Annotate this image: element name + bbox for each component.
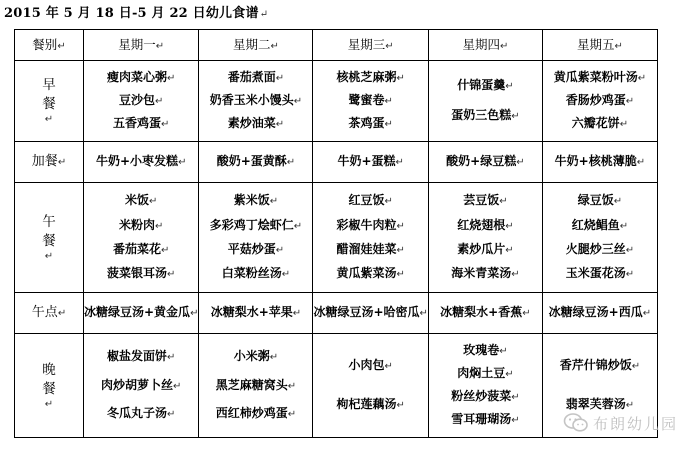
meal-label: 午点 (31, 304, 58, 320)
meal-label-cell: 加餐↵ (15, 142, 84, 183)
menu-item: 核桃芝麻粥↵ (336, 70, 405, 85)
menu-cell (428, 293, 542, 334)
menu-item: 奶香玉米小馒头↵ (209, 93, 303, 108)
menu-cell (428, 61, 542, 142)
menu-item: 香芹什锦炒饭↵ (559, 358, 641, 373)
menu-item: 海米青菜汤↵ (451, 265, 520, 280)
menu-item: 番茄煮面↵ (227, 70, 285, 85)
menu-item: 六瓣花饼↵ (571, 116, 629, 131)
menu-cell (84, 293, 199, 334)
menu-item: 豆沙包↵ (119, 93, 164, 108)
menu-item: 多彩鸡丁烩虾仁↵ (209, 217, 303, 232)
menu-item: 素炒油菜↵ (227, 116, 285, 131)
menu-item: 紫米饭↵ (233, 193, 279, 208)
menu-item: 酸奶+绿豆糕↵ (446, 154, 525, 169)
menu-cell (84, 61, 199, 142)
menu-item: 冬瓜丸子汤↵ (107, 406, 176, 421)
menu-cell (313, 334, 428, 438)
meal-header-cell: 餐别↵ (15, 30, 84, 61)
menu-cell (428, 183, 542, 293)
wechat-logo-icon (563, 412, 589, 434)
menu-item: 番茄菜花↵ (113, 241, 170, 256)
day-header-0: 星期一↵ (84, 30, 199, 61)
menu-item: 肉炒胡萝卜丝↵ (101, 377, 182, 392)
menu-cell (84, 142, 199, 183)
menu-item: 翡翠芙蓉汤↵ (565, 396, 635, 411)
menu-cell (199, 334, 313, 438)
menu-cell (199, 142, 313, 183)
day-header-3: 星期四↵ (428, 30, 542, 61)
menu-cell (542, 183, 657, 293)
menu-cell (542, 61, 657, 142)
menu-item: 肉焖土豆↵ (457, 366, 514, 381)
menu-cell (313, 183, 428, 293)
menu-item: 素炒瓜片↵ (457, 241, 514, 256)
menu-item: 醋溜娃娃菜↵ (336, 241, 405, 256)
menu-item: 红豆饭↵ (348, 193, 393, 208)
menu-item: 酸奶+蛋黄酥↵ (216, 154, 296, 169)
header-row (15, 30, 658, 61)
meal-label: 午餐 (42, 213, 56, 249)
meal-label: 加餐 (31, 153, 58, 169)
meal-label-cell: 晚餐 ↵ (15, 334, 84, 438)
menu-item: 玉米蛋花汤↵ (565, 265, 635, 280)
menu-item: 椒盐发面饼↵ (107, 348, 176, 363)
menu-item: 什锦蛋羹↵ (457, 77, 514, 92)
menu-cell (313, 142, 428, 183)
menu-item: 黑芝麻糖窝头↵ (215, 377, 297, 392)
menu-item: 米饭↵ (125, 193, 158, 208)
menu-item: 蛋奶三色糕↵ (451, 108, 520, 123)
menu-item: 鹭蜜卷↵ (348, 93, 393, 108)
menu-item: 雪耳珊瑚汤↵ (451, 412, 520, 427)
menu-item: 绿豆饭↵ (577, 193, 623, 208)
menu-item: 牛奶+蛋糕↵ (337, 154, 404, 169)
menu-item: 彩椒牛肉粒↵ (336, 217, 405, 232)
meal-row-snack (15, 142, 658, 183)
menu-item: 黄瓜紫菜粉叶汤↵ (553, 70, 647, 85)
menu-cell (542, 293, 657, 334)
menu-item: 瘦肉菜心粥↵ (107, 70, 176, 85)
menu-cell (84, 183, 199, 293)
menu-item: 冰糖梨水+香蕉↵ (440, 305, 531, 320)
meal-label: 晚餐 (42, 361, 56, 397)
menu-item: 枸杞莲藕汤↵ (336, 396, 405, 411)
menu-item: 冰糖绿豆汤+黄金瓜↵ (84, 305, 199, 320)
menu-item: 芸豆饭↵ (463, 193, 508, 208)
menu-item: 香肠炒鸡蛋↵ (565, 93, 635, 108)
menu-item: 白菜粉丝汤↵ (221, 265, 291, 280)
meal-row-dinner (15, 334, 658, 438)
meal-row-breakfast (15, 61, 658, 142)
meal-label-cell: 早餐 ↵ (15, 61, 84, 142)
menu-cell (428, 334, 542, 438)
menu-item: 小肉包↵ (348, 358, 393, 373)
menu-cell (313, 293, 428, 334)
menu-item: 西红柿炒鸡蛋↵ (215, 406, 297, 421)
menu-cell (428, 142, 542, 183)
menu-cell (199, 183, 313, 293)
menu-item: 茶鸡蛋↵ (348, 116, 393, 131)
meal-label-cell: 午点↵ (15, 293, 84, 334)
title-text: 2015 年 5 月 18 日-5 月 22 日幼儿食谱 (4, 6, 259, 21)
menu-item: 米粉肉↵ (119, 217, 164, 232)
menu-item: 玫瑰卷↵ (463, 343, 508, 358)
meal-row-afternoon-snack (15, 293, 658, 334)
menu-item: 冰糖绿豆汤+哈密瓜↵ (313, 305, 428, 320)
menu-table (14, 29, 658, 438)
page-title: 2015 年 5 月 18 日-5 月 22 日幼儿食谱↵ (4, 6, 269, 21)
menu-item: 冰糖梨水+苹果↵ (210, 305, 302, 320)
menu-item: 红烧鲳鱼↵ (571, 217, 629, 232)
menu-item: 红烧翅根↵ (457, 217, 514, 232)
meal-row-lunch (15, 183, 658, 293)
menu-item: 五香鸡蛋↵ (113, 116, 170, 131)
menu-item: 小米粥↵ (233, 348, 279, 363)
menu-item: 粉丝炒菠菜↵ (451, 389, 520, 404)
day-header-2: 星期三↵ (313, 30, 428, 61)
watermark-text: 布朗幼儿园 (592, 414, 678, 433)
menu-cell (84, 334, 199, 438)
menu-cell (542, 142, 657, 183)
menu-item: 火腿炒三丝↵ (565, 241, 635, 256)
menu-item: 牛奶+核桃薄脆↵ (554, 154, 646, 169)
menu-item: 黄瓜紫菜汤↵ (336, 265, 405, 280)
menu-item: 平菇炒蛋↵ (227, 241, 285, 256)
menu-item: 牛奶+小枣发糕↵ (96, 154, 187, 169)
watermark (563, 412, 678, 434)
menu-item: 冰糖绿豆汤+西瓜↵ (548, 305, 652, 320)
day-header-4: 星期五↵ (542, 30, 657, 61)
menu-cell (199, 293, 313, 334)
meal-label-cell: 午餐 ↵ (15, 183, 84, 293)
meal-label: 早餐 (42, 77, 56, 113)
menu-cell (313, 61, 428, 142)
day-header-1: 星期二↵ (199, 30, 313, 61)
menu-item: 菠菜银耳汤↵ (107, 265, 176, 280)
menu-cell (199, 61, 313, 142)
